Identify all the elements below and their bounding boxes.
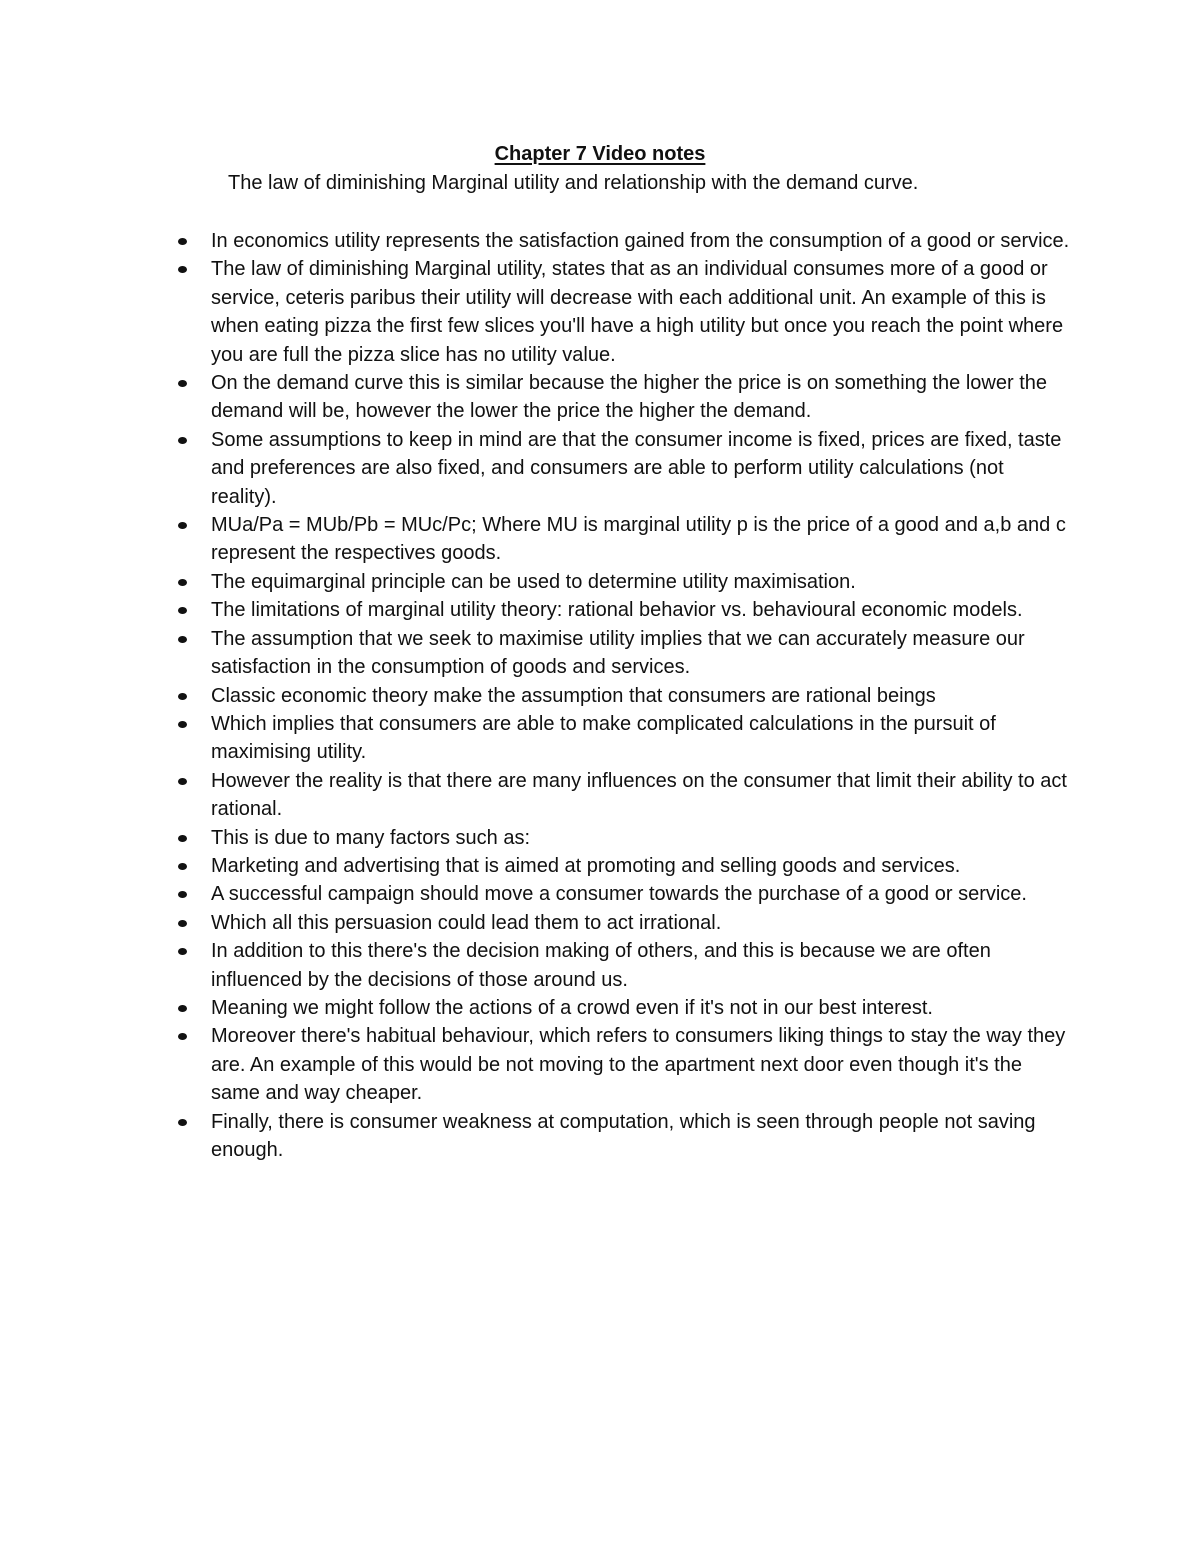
bullet-dot-icon [178,1033,187,1040]
list-item-text: In addition to this there's the decision making of others, and this is because we are often influenced by the decisions of those around us. [211,940,991,991]
list-item-text: On the demand curve this is similar because the higher the price is on something the lower the demand will be, however the lower the price the higher the demand. [211,372,1047,423]
bullet-dot-icon [178,721,187,728]
list-item [0,824,1071,852]
list-item [0,426,1071,511]
list-item-text: Meaning we might follow the actions of a crowd even if it's not in our best interest. [211,996,933,1019]
bullet-dot-icon [178,607,187,614]
bullet-dot-icon [178,579,187,586]
bullet-dot-icon [178,693,187,700]
list-item [0,568,1071,596]
bullet-dot-icon [178,1119,187,1126]
list-item-text: However the reality is that there are many influences on the consumer that limit their ability to act rational. [211,769,1067,821]
list-item [0,1022,1071,1107]
list-item [0,852,1071,880]
bullet-dot-icon [178,1005,187,1012]
list-item [0,710,1071,767]
list-item [0,255,1071,369]
bullet-dot-icon [178,522,187,529]
list-item [0,1108,1071,1165]
list-item [0,625,1071,682]
list-item-text: Classic economic theory make the assumption that consumers are rational beings [211,684,936,707]
bullet-dot-icon [178,920,187,927]
page-subtitle: The law of diminishing Marginal utility and relationship with the demand curve. [228,172,919,194]
bullet-dot-icon [178,948,187,955]
list-item [0,682,1071,710]
list-item [0,227,1071,255]
page-title [0,140,1200,168]
list-item-text: Which all this persuasion could lead them to act irrational. [211,911,722,934]
bullet-dot-icon [178,835,187,842]
list-item-text: Some assumptions to keep in mind are that the consumer income is fixed, prices are fixed, taste and preferences are also fixed, and consumers are able to perform utility calculations (not reality). [211,428,1062,508]
list-item-text: Moreover there's habitual behaviour, which refers to consumers liking things to stay the way they are. An example of this would be not moving to the apartment next door even though it's the same and way cheaper. [211,1025,1066,1105]
list-item [0,994,1071,1022]
list-item-text: The law of diminishing Marginal utility, states that as an individual consumes more of a good or service, ceteris paribus their utility will decrease with each additional unit. An example of this is when eating pizza the first few slices you'll have a high utility but once you reach the point where you are full the pizza slice has no utility value. [211,258,1064,366]
list-item-text: In economics utility represents the satisfaction gained from the consumption of a good or service. [211,230,1070,252]
bullet-dot-icon [178,778,187,785]
notes-list [0,227,1200,1164]
page-title-text: Chapter 7 Video notes [494,143,706,165]
bullet-dot-icon [178,863,187,870]
bullet-dot-icon [178,437,187,444]
list-item-text: MUa/Pa = MUb/Pb = MUc/Pc; Where MU is marginal utility p is the price of a good and a,b and c represent the respectives goods. [211,514,1066,565]
list-item [0,767,1071,824]
list-item [0,880,1071,908]
list-item-text: Which implies that consumers are able to make complicated calculations in the pursuit of maximising utility. [211,712,996,764]
list-item-text: The limitations of marginal utility theory: rational behavior vs. behavioural economic models. [211,599,1023,622]
list-item [0,909,1071,937]
list-item [0,511,1071,568]
list-item-text: The assumption that we seek to maximise utility implies that we can accurately measure our satisfaction in the consumption of goods and services. [211,627,1025,679]
list-item [0,937,1071,994]
list-item [0,596,1071,624]
bullet-dot-icon [178,380,187,387]
list-item [0,369,1071,426]
list-item-text: The equimarginal principle can be used to determine utility maximisation. [211,570,856,593]
bullet-dot-icon [178,891,187,898]
list-item-text: A successful campaign should move a consumer towards the purchase of a good or service. [211,883,1027,906]
list-item-text: Finally, there is consumer weakness at computation, which is seen through people not saving enough. [211,1110,1036,1161]
bullet-dot-icon [178,266,187,273]
list-item-text: This is due to many factors such as: [211,826,531,849]
bullet-dot-icon [178,636,187,643]
bullet-dot-icon [178,238,187,245]
list-item-text: Marketing and advertising that is aimed at promoting and selling goods and services. [211,854,961,877]
